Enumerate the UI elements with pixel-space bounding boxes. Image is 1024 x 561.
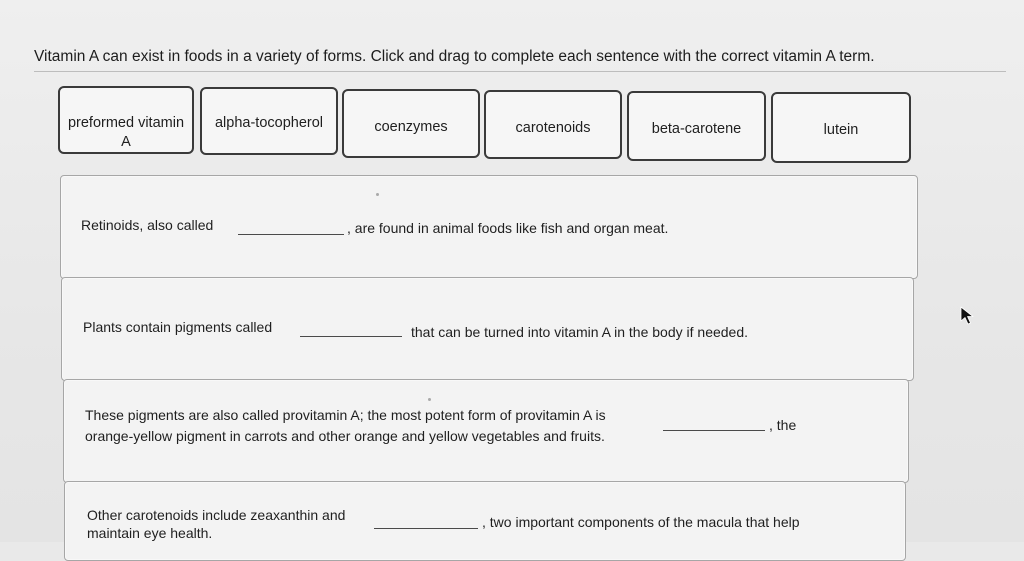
term-label-line2: A — [121, 134, 131, 150]
drop-blank[interactable] — [238, 214, 344, 235]
sentence-text-before: These pigments are also called provitamin A; the most potent form of provitamin A is — [85, 407, 606, 423]
sentence-card-retinoids — [60, 175, 918, 279]
term-card-beta-carotene[interactable] — [627, 91, 766, 161]
term-card-coenzymes[interactable] — [342, 89, 480, 158]
term-label: lutein — [823, 122, 859, 138]
pointer-arrow-icon — [960, 306, 976, 326]
sentence-text-after: that can be turned into vitamin A in the body if needed. — [411, 324, 749, 340]
sentence-text-line2: maintain eye health. — [87, 525, 213, 541]
sentence-text-before: Retinoids, also called — [81, 217, 214, 233]
term-label-line1: preformed vitamin — [67, 115, 185, 131]
sentence-card-carotenoids — [61, 277, 914, 381]
sentence-text-after: , the — [769, 417, 797, 433]
sentence-text-before: Other carotenoids include zeaxanthin and — [87, 507, 346, 523]
term-label: coenzymes — [374, 119, 448, 135]
sentence-card-beta-carotene — [63, 379, 909, 483]
drop-blank[interactable] — [374, 508, 478, 529]
sentence-text-after: , two important components of the macula that help — [482, 514, 800, 530]
sentence-text-after: , are found in animal foods like fish and organ meat. — [347, 220, 669, 236]
term-label: beta-carotene — [651, 121, 742, 137]
speck — [376, 193, 379, 196]
sentence-text-before: Plants contain pigments called — [83, 319, 273, 335]
instruction-text: Vitamin A can exist in foods in a variety of forms. Click and drag to complete each sentence with the correct vitamin A term. — [34, 42, 1006, 72]
term-card-carotenoids[interactable] — [484, 90, 622, 159]
drop-blank[interactable] — [300, 316, 402, 337]
speck — [428, 398, 431, 401]
drop-blank[interactable] — [663, 410, 765, 431]
term-card-preformed-vitamin-a[interactable] — [58, 86, 194, 154]
term-card-lutein[interactable] — [771, 92, 911, 163]
term-bank — [58, 86, 918, 166]
term-card-alpha-tocopherol[interactable] — [200, 87, 338, 155]
sentence-text-line2: orange-yellow pigment in carrots and other orange and yellow vegetables and fruits. — [85, 428, 605, 444]
term-label: alpha-tocopherol — [214, 115, 324, 131]
term-label: carotenoids — [515, 120, 591, 136]
sentence-card-lutein — [64, 481, 906, 561]
